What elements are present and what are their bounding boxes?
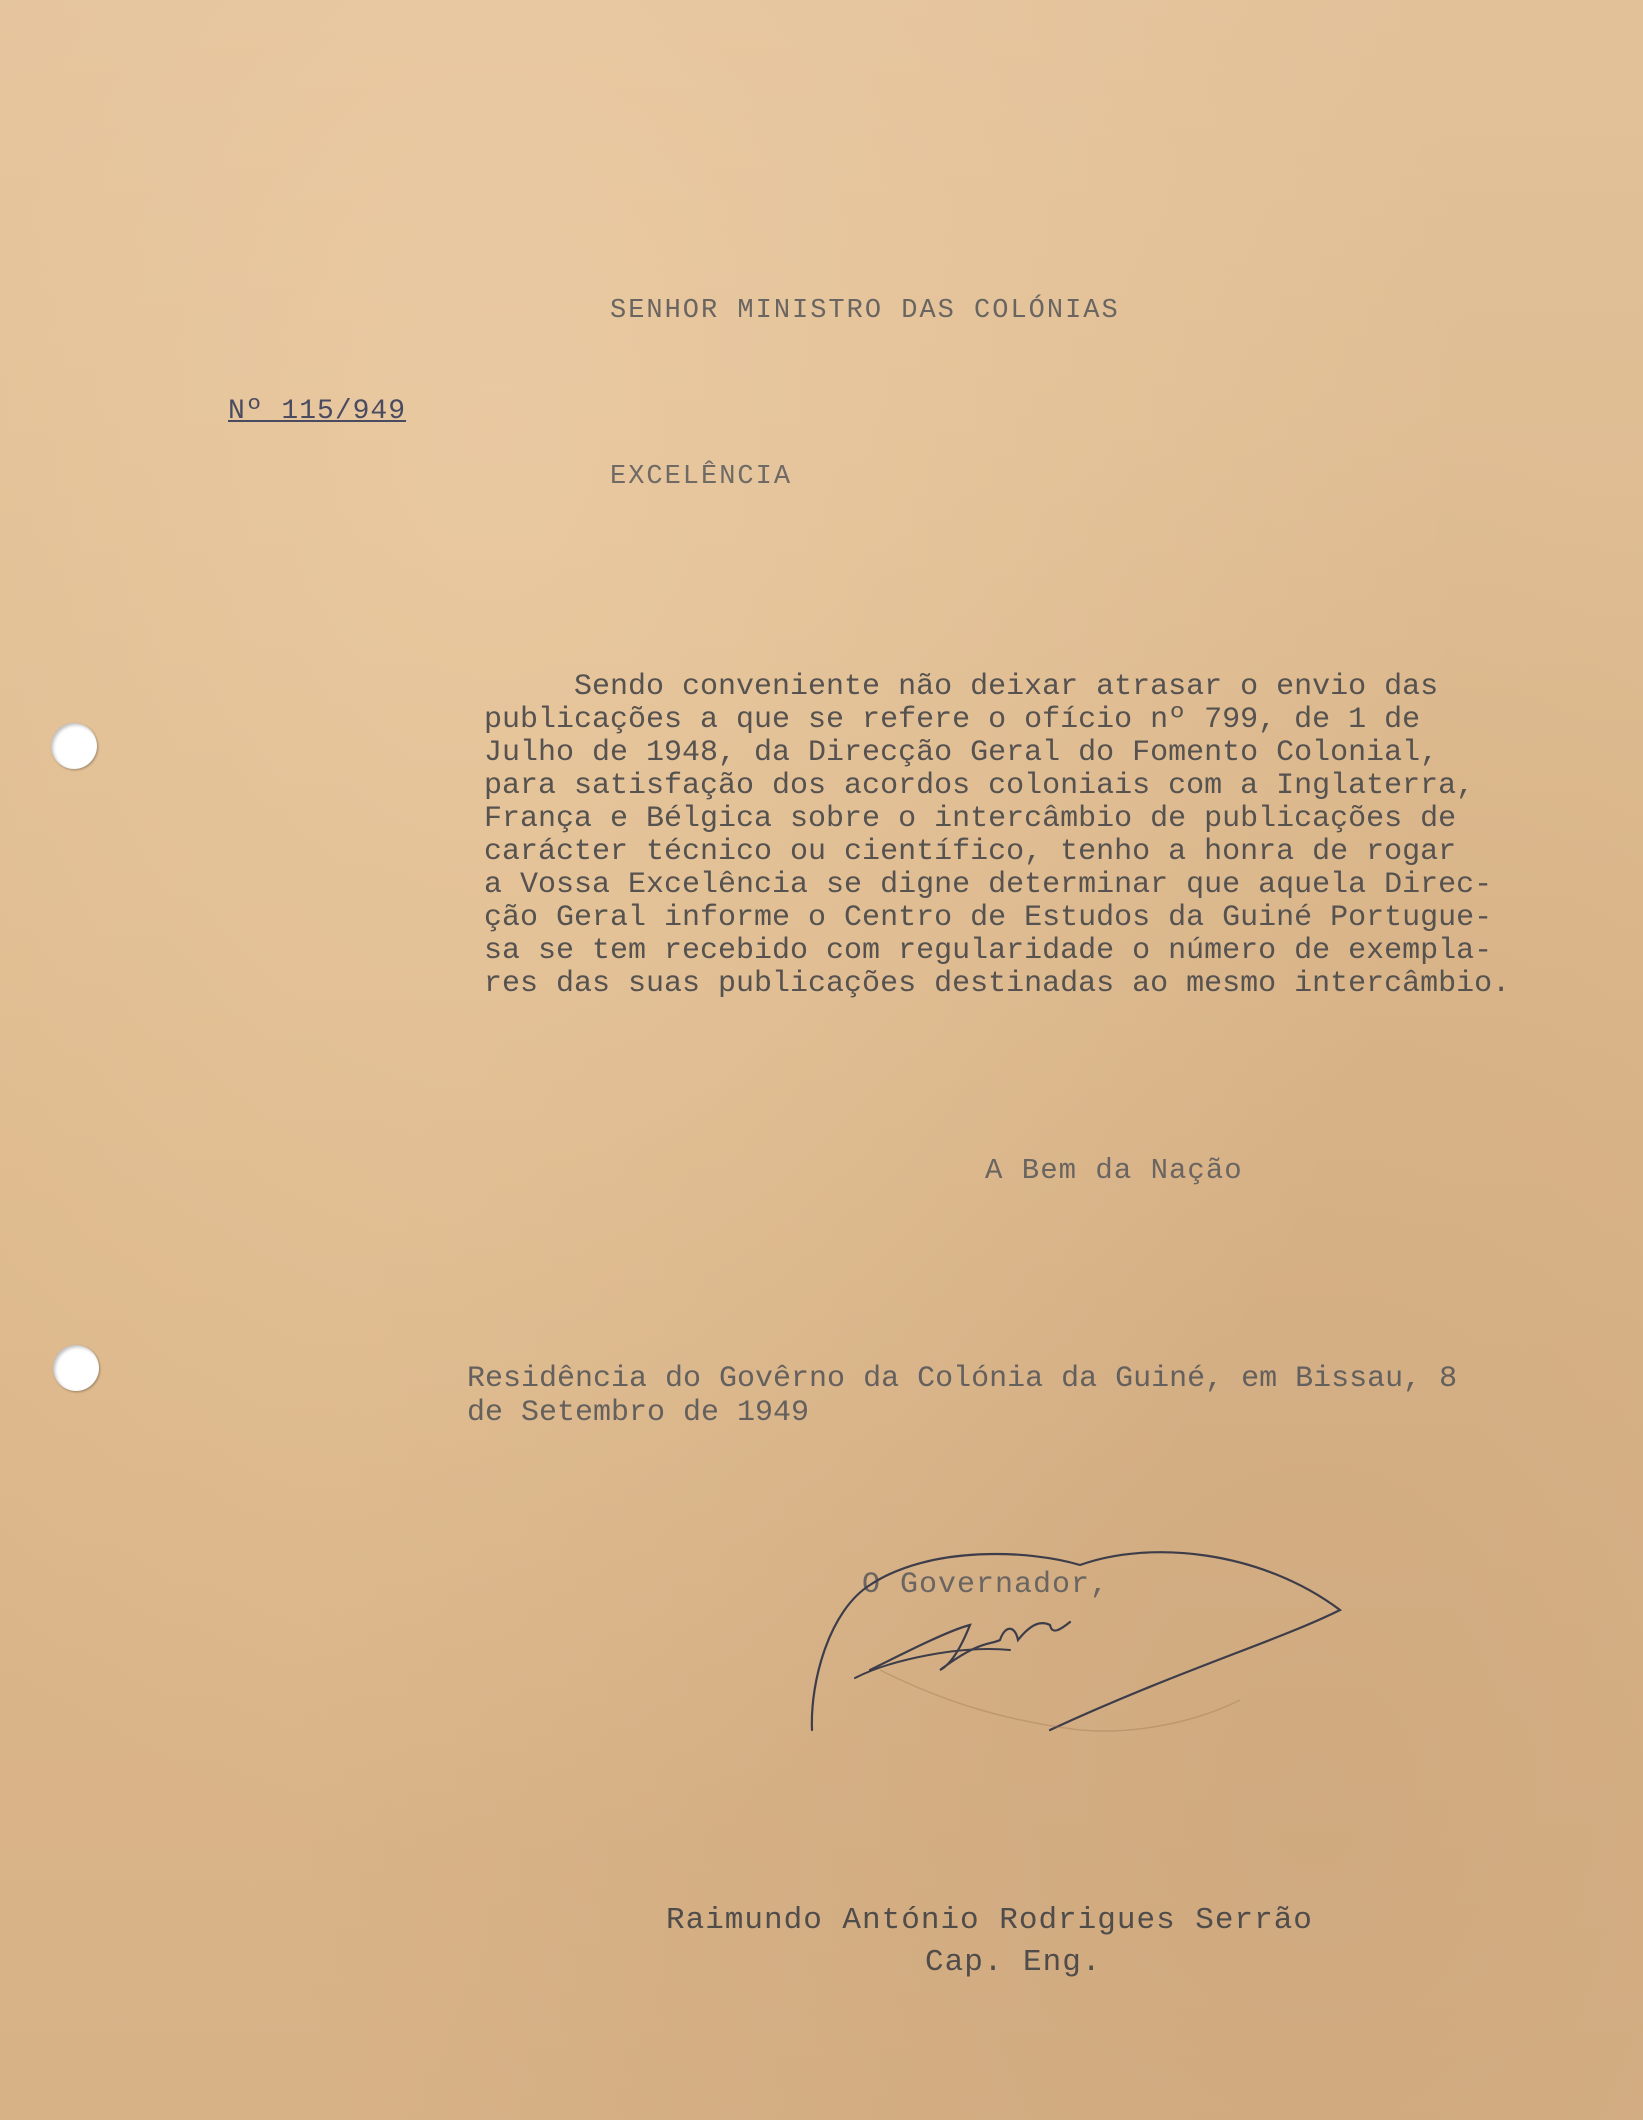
body-line: carácter técnico ou científico, tenho a honra de rogar: [484, 835, 1457, 869]
signatory-rank: Cap. Eng.: [925, 1945, 1102, 1980]
reference-number: Nº 115/949: [228, 396, 407, 427]
addressee-heading: SENHOR MINISTRO DAS COLÓNIAS: [610, 296, 1120, 326]
signature-title: O Governador,: [862, 1568, 1110, 1602]
body-line: res das suas publicações destinadas ao mesmo intercâmbio.: [484, 967, 1511, 1001]
body-line: publicações a que se refere o ofício nº 799, de 1 de: [484, 703, 1421, 737]
punch-hole-top: [51, 723, 97, 769]
body-line: Julho de 1948, da Direcção Geral do Fomento Colonial,: [484, 736, 1439, 770]
body-line: sa se tem recebido com regularidade o número de exempla-: [484, 934, 1493, 968]
place-and-date: [467, 1362, 1457, 1430]
place-date-line: de Setembro de 1949: [467, 1396, 810, 1430]
body-line: Sendo conveniente não deixar atrasar o envio das: [484, 670, 1439, 704]
closing-formula: A Bem da Nação: [985, 1154, 1243, 1187]
salutation: EXCELÊNCIA: [610, 462, 793, 492]
letter-body: [484, 671, 1604, 1001]
body-line: a Vossa Excelência se digne determinar que aquela Direc-: [484, 868, 1493, 902]
body-line: ção Geral informe o Centro de Estudos da Guiné Portugue-: [484, 901, 1493, 935]
punch-hole-bottom: [53, 1345, 99, 1391]
place-date-line: Residência do Govêrno da Colónia da Guiné, em Bissau, 8: [467, 1362, 1458, 1396]
signatory-name: Raimundo António Rodrigues Serrão: [666, 1903, 1313, 1938]
body-line: para satisfação dos acordos coloniais com a Inglaterra,: [484, 769, 1475, 803]
body-line: França e Bélgica sobre o intercâmbio de publicações de: [484, 802, 1457, 836]
paper-crease: [880, 1660, 1240, 1740]
